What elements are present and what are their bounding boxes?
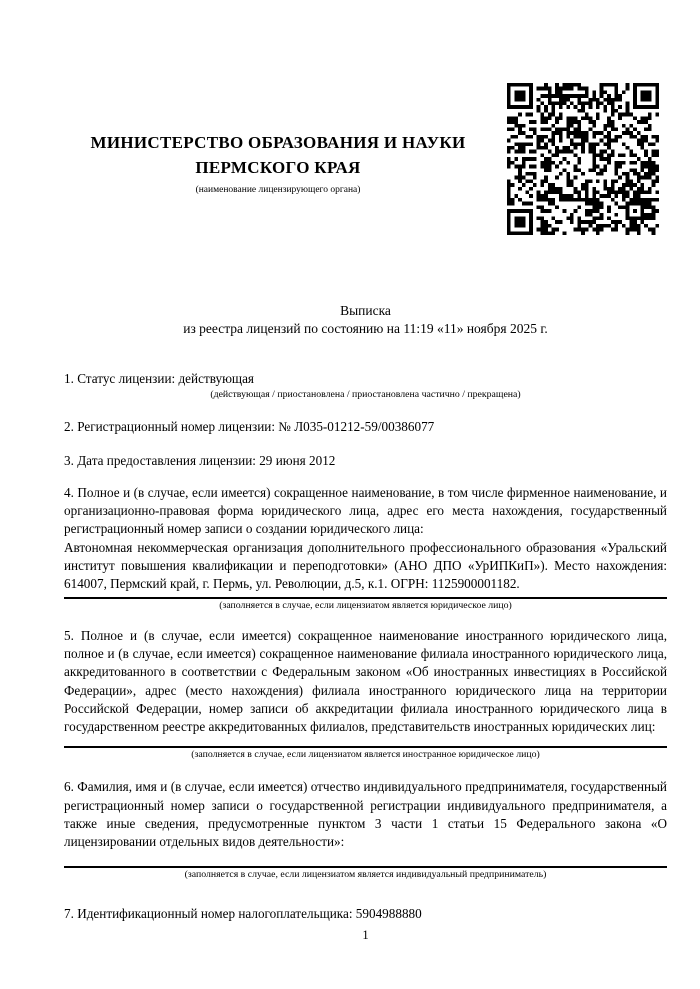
ministry-name-line1: МИНИСТЕРСТВО ОБРАЗОВАНИЯ И НАУКИ: [90, 133, 466, 152]
legal-entity-value: Автономная некоммерческая организация дополнительного профессионального образования «Уральский институт повышения квалификации и переподготовки» (АНО ДПО «УрИПКиП»). Место нахождения: 614007, Пермский край, г. Пермь, ул. Революции, д.5, к.1. ОГРН: 1125900001182.: [64, 539, 667, 592]
document-title: [64, 302, 667, 338]
individual-entrepreneur-label: 6. Фамилия, имя и (в случае, если имеется) отчество индивидуального предпринимателя, государственный регистрационный номер записи о государственной регистрации индивидуального предпринимателя, а также иные сведения, предусмотренные пунктом 3 части 1 статьи 15 Федерального закона «О лицензировании отдельных видов деятельности»:: [64, 779, 667, 850]
registration-number-text: 2. Регистрационный номер лицензии: № Л035-01212-59/00386077: [64, 419, 435, 435]
foreign-entity-label: 5. Полное и (в случае, если имеется) сокращенное наименование иностранного юридического лица, полное и (в случае, если имеется) сокращенное наименование филиала иностранного юридического лица, аккредитованного в соответствии с Федеральным законом «Об иностранных инвестициях в Российской Федерации», адрес (место нахождения) филиала иностранного юридического лица на территории Российской Федерации, номер записи об аккредитации филиала иностранного юридического лица в государственном реестре аккредитованных филиалов, представительств иностранных юридических лиц:: [64, 627, 667, 735]
legal-entity-caption: (заполняется в случае, если лицензиатом является юридическое лицо): [219, 599, 512, 611]
section-license-status: [64, 370, 667, 401]
section-legal-entity: [64, 484, 667, 612]
section-taxpayer-number: [64, 905, 667, 923]
document-title-line2: из реестра лицензий по состоянию на 11:19 «11» ноября 2025 г.: [183, 321, 548, 336]
individual-entrepreneur-caption: (заполняется в случае, если лицензиатом является индивидуальный предприниматель): [184, 868, 547, 880]
ministry-name-line2: ПЕРМСКОГО КРАЯ: [195, 158, 361, 177]
section-license-date: [64, 452, 667, 470]
taxpayer-number-text: 7. Идентификационный номер налогоплательщика: 5904988880: [64, 905, 422, 921]
license-status-options-caption: (действующая / приостановлена / приостановлена частично / прекращена): [210, 389, 521, 401]
license-date-text: 3. Дата предоставления лицензии: 29 июня 2012: [64, 452, 336, 468]
document-title-line1: Выписка: [340, 303, 391, 318]
document-body: [64, 370, 667, 923]
page-number: 1: [362, 928, 369, 942]
qr-code: [507, 83, 659, 235]
section-individual-entrepreneur: [64, 778, 667, 880]
legal-entity-label: 4. Полное и (в случае, если имеется) сокращенное наименование, в том числе фирменное наименование, и организационно-правовая форма юридического лица, адрес его места нахождения, государственный регистрационный номер записи о создании юридического лица:: [64, 484, 667, 537]
ministry-header: [63, 130, 493, 195]
ministry-name-caption: (наименование лицензирующего органа): [195, 185, 361, 195]
foreign-entity-caption: (заполняется в случае, если лицензиатом является иностранное юридическое лицо): [191, 749, 540, 761]
section-registration-number: [64, 418, 667, 436]
section-foreign-entity: [64, 627, 667, 762]
license-status-text: 1. Статус лицензии: действующая: [64, 371, 255, 386]
